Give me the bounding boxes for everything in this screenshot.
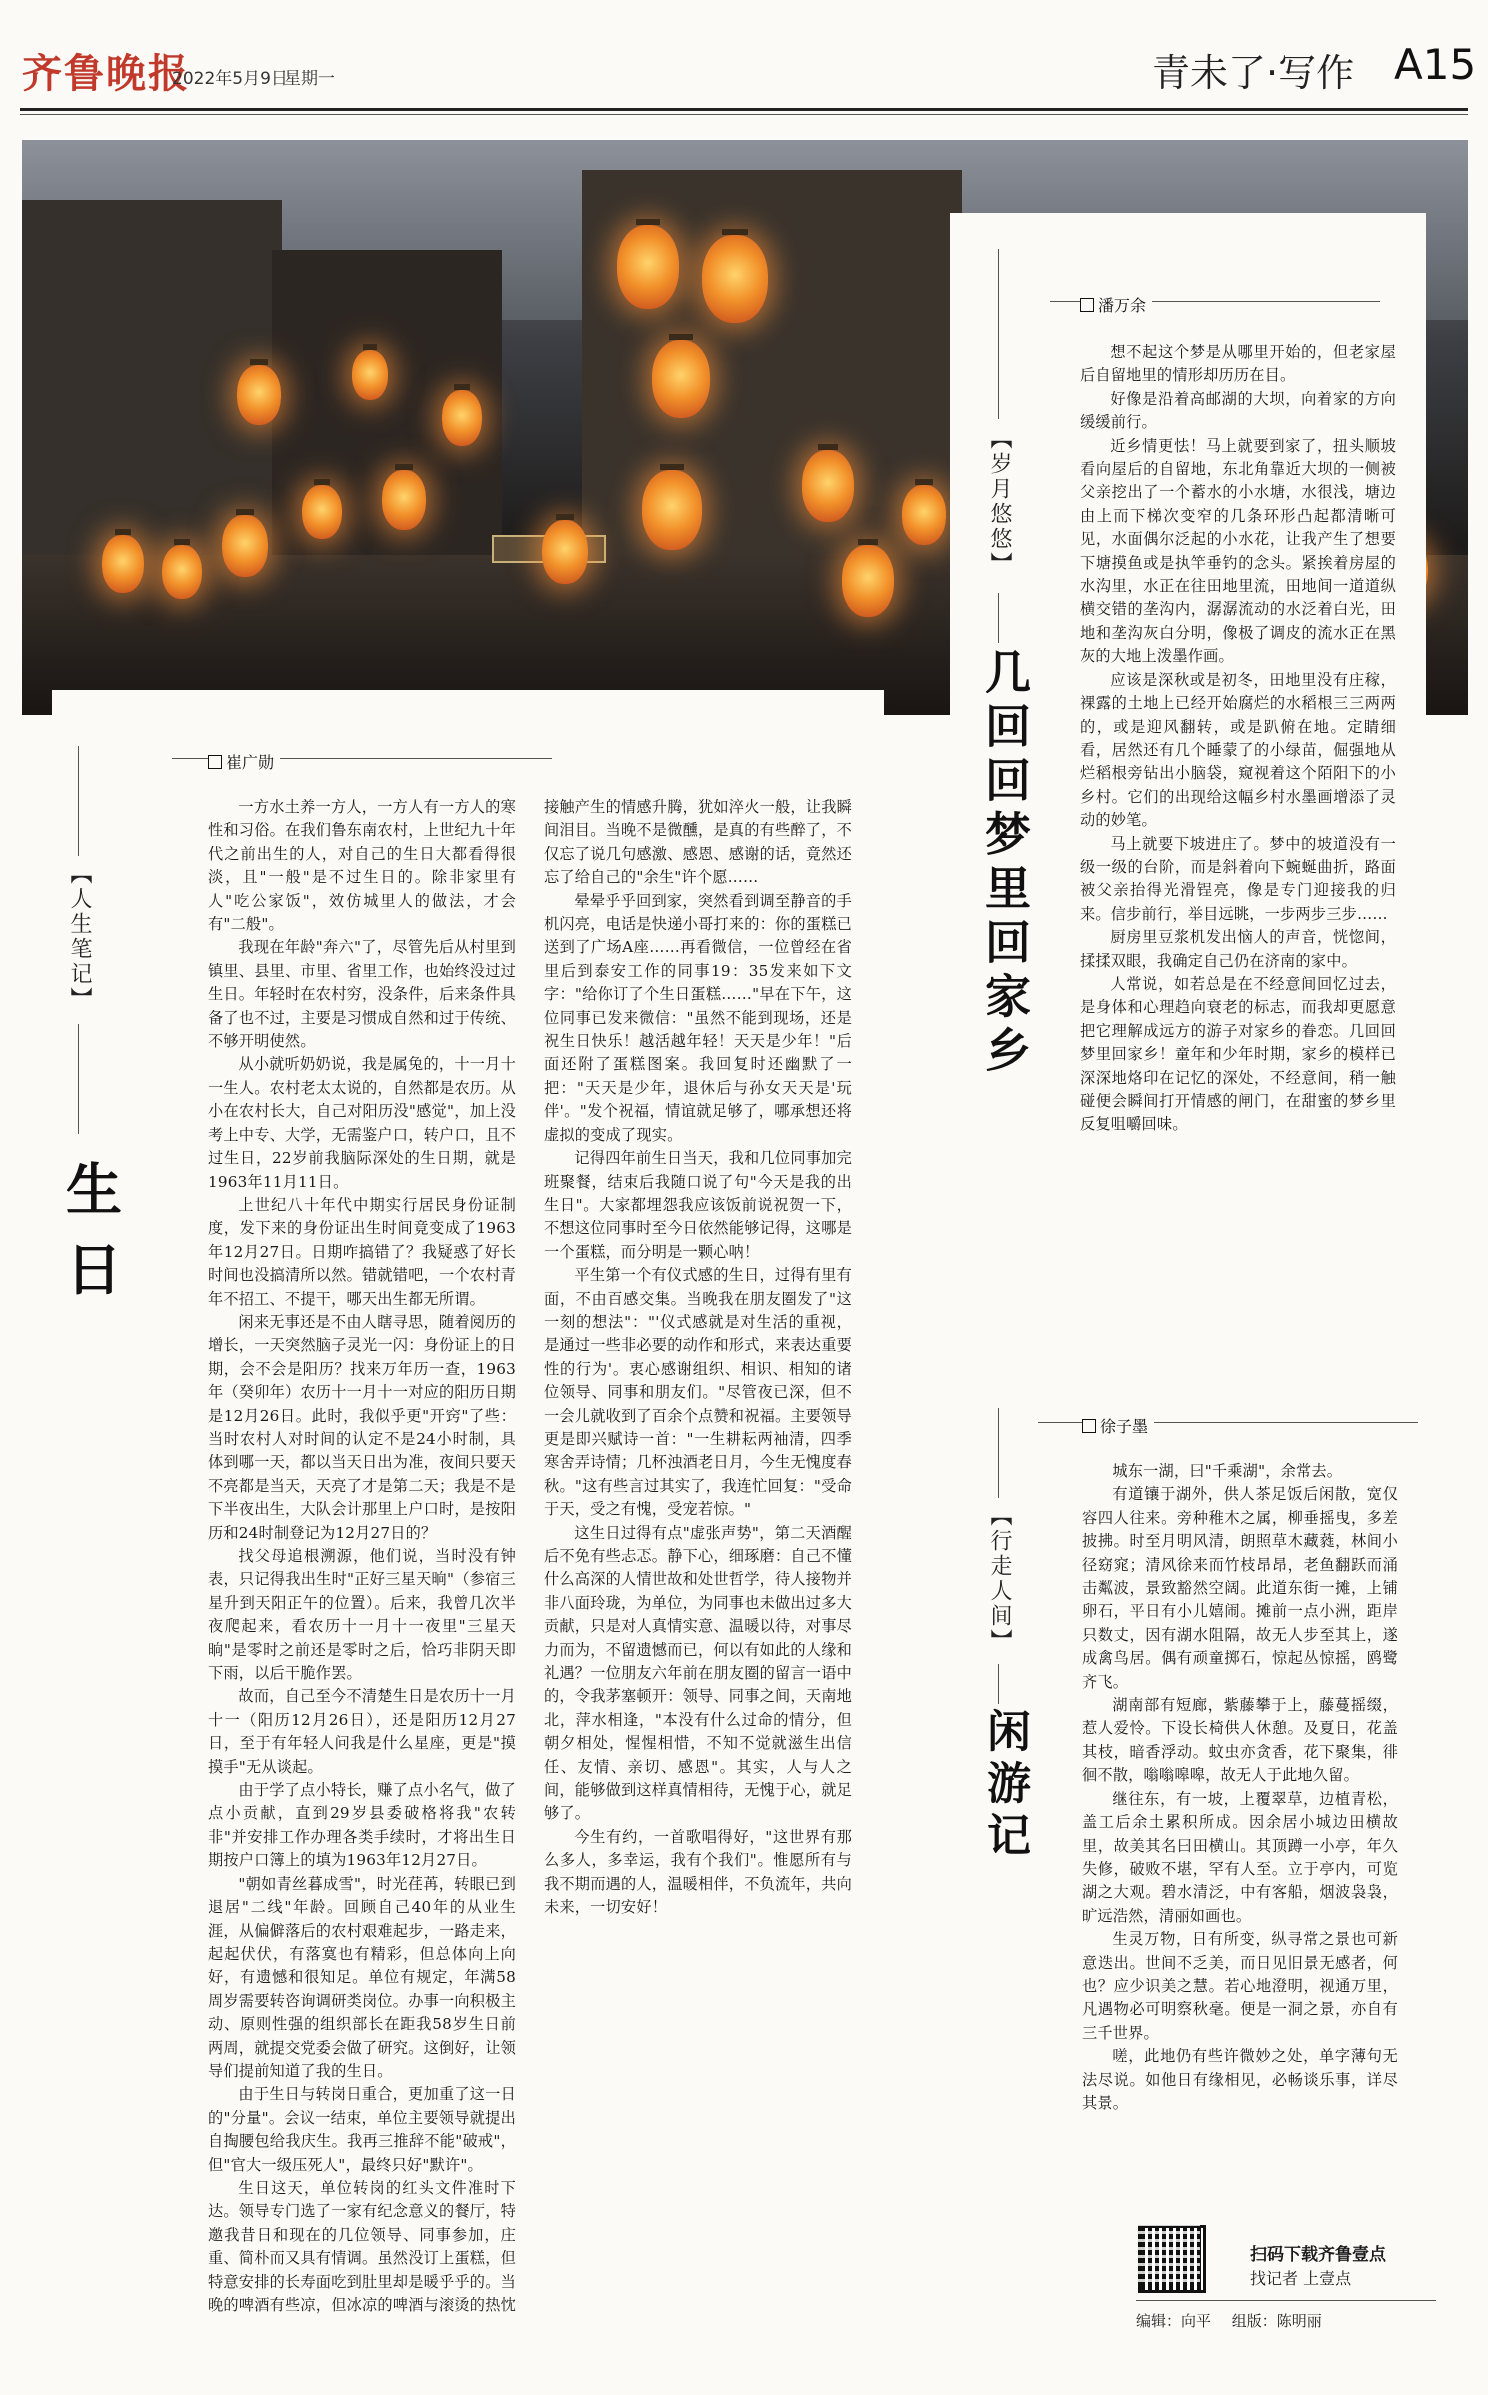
paragraph: 上世纪八十年代中期实行居民身份证制度，发下来的身份证出生时间竟变成了1963年12月27日。日期咋搞错了？我疑惑了好长时间也没搞清所以然。错就错吧，一个农村青年不招工、不提干，哪天出生都无所谓。 bbox=[208, 1195, 516, 1308]
masthead-rule bbox=[20, 108, 1468, 111]
paragraph: 城东一湖，曰"千乘湖"，余常去。 bbox=[1112, 1462, 1343, 1480]
lantern bbox=[702, 235, 768, 323]
masthead bbox=[22, 38, 1477, 108]
section-title: 青未了·写作 bbox=[1152, 51, 1355, 95]
paragraph: 湖南部有短廊，紫藤攀于上，藤蔓摇缀，惹人爱怜。下设长椅供人休憩。及夏日，花盖其枝，暗香浮动。蚊虫亦贪香，花下聚集，徘徊不散，嗡嗡嗥嗥，故无人于此地久留。 bbox=[1082, 1696, 1398, 1785]
lantern bbox=[617, 225, 679, 309]
author-name: 崔广勋 bbox=[226, 753, 275, 772]
lantern bbox=[162, 545, 202, 599]
tag-rule bbox=[998, 1664, 999, 1704]
paragraph: 故而，自己至今不清楚生日是农历十一月十一（阳历12月26日），还是阳历12月27日，至于有年轻人问我是什么星座，更是"摸摸手"无从谈起。 bbox=[208, 1687, 516, 1776]
byline bbox=[1080, 293, 1152, 316]
paragraph: 厨房里豆浆机发出恼人的声音，恍惚间，揉揉双眼，我确定自己仍在济南的家中。 bbox=[1080, 928, 1396, 970]
article-left bbox=[52, 690, 884, 2350]
lantern bbox=[802, 450, 854, 522]
paragraph: 一方水土养一方人，一方人有一方人的寒性和习俗。在我们鲁东南农村，上世纪九十年代之前出生的人，对自己的生日大都看得很淡，且"一般"是不过生日的。除非家里有人"吃公家饭"，效仿城里人的做法，才会有"二般"。 bbox=[208, 798, 516, 934]
author-name: 徐子墨 bbox=[1100, 1417, 1149, 1436]
paragraph: 由于生日与转岗日重合，更加重了这一日的"分量"。会议一结束，单位主要领导就提出自掏腰包给我庆生。我再三推辞不能"破戒"，但"官大一级压死人"，最终只好"默许"。 bbox=[208, 2085, 516, 2174]
page-number: A15 bbox=[1394, 40, 1477, 89]
article-tag: 【行走人间】 bbox=[987, 1504, 1012, 1654]
paragraph: 今生有约，一首歌唱得好，"这世界有那么多人，多幸运，我有个我们"。惟愿所有与我不期而遇的人，温暖相伴，不负流年，共向未来，一切安好！ bbox=[544, 1827, 852, 1917]
paragraph: "朝如青丝暮成雪"，时光荏苒，转眼已到退居"二线"年龄。回顾自己40年的从业生涯，从偏僻落后的农村艰难起步，一路走来，起起伏伏，有落寞也有精彩，但总体向上向好，有遗憾和很知足。单位有规定，年满58周岁需要转咨询调研类岗位。办事一向积极主动、原则性强的组织部长在距我58岁生日前两周，就提交党委会做了研究。这倒好，让领导们提前知道了我的生日。 bbox=[208, 1874, 516, 2080]
masthead-rule-thin bbox=[20, 114, 1468, 115]
lantern bbox=[652, 340, 710, 418]
tag-rule bbox=[998, 249, 999, 419]
issue-date: 2022年5月9日 bbox=[172, 69, 288, 89]
qr-label: 扫码下载齐鲁壹点 bbox=[1250, 2245, 1386, 2265]
paragraph: 人常说，如若总是在不经意间回忆过去，是身体和心理趋向衰老的标志，而我却更愿意把它理解成远方的游子对家乡的眷恋。几回回梦里回家乡！童年和少年时期，家乡的模样已深深地烙印在记忆的深处，不经意间，稍一触碰便会瞬间打开情感的闸门，在甜蜜的梦乡里反复咀嚼回味。 bbox=[1080, 974, 1396, 1134]
paragraph: 晕晕乎乎回到家，突然看到调至静音的手机闪亮，电话是快递小哥打来的：你的蛋糕已送到了广场A座……再看微信，一位曾经在省里后到泰安工作的同事19：35发来如下文字："给你订了个生日蛋糕……"早在下午，这位同事已发来微信："虽然不能到现场，还是祝生日快乐！越活越年轻！天天是少年！"后面还附了蛋糕图案。我回复时还幽默了一把："天天是少年，退休后与孙女天天是'玩伴'。"发个祝福，情谊就足够了，哪承想还将虚拟的变成了现实。 bbox=[544, 891, 852, 1144]
article-tag: 【人生笔记】 bbox=[67, 862, 92, 1012]
paragraph: 闲来无事还是不由人瞎寻思，随着阅历的增长，一天突然脑子灵光一闪：身份证上的日期，会不会是阳历？找来万年历一查，1963年（癸卯年）农历十一月十一对应的阳历日期是12月26日。此时，我似乎更"开窍"了些：当时农村人对时间的认定不是24小时制，具体到哪一天，都以当天日出为准，夜间只要天不亮都是当天，天亮了才是第二天；我是不是下半夜出生，大队会计那里上户口时，是按阳历和24时制登记为12月27日的？ bbox=[208, 1312, 516, 1542]
paragraph: 马上就要下坡进庄了。梦中的坡道没有一级一级的台阶，而是斜着向下蜿蜒曲折，路面被父亲抬得光滑锃亮，像是专门迎接我的归来。信步前行，举目远眺，一步两步三步…… bbox=[1080, 834, 1396, 923]
footer-rule bbox=[1136, 2300, 1436, 2301]
tag-rule bbox=[998, 593, 999, 643]
lantern bbox=[642, 470, 702, 550]
editor-credits bbox=[1136, 2310, 1338, 2331]
paragraph: 近乡情更怯！马上就要到家了，扭头顺坡看向屋后的自留地，东北角靠近大坝的一侧被父亲挖出了一个蓄水的小水塘，水很浅，塘边由上而下梯次变窄的几条环形凸起都清晰可见，水面偶尔泛起的小水花，让我产生了想要下塘摸鱼或是执竿垂钓的念头。紧挨着房屋的水沟里，水正在往田地里流，田地间一道道纵横交错的垄沟内，潺潺流动的水泛着白光，田地和垄沟灰白分明，像极了调皮的流水正在黑灰的大地上泼墨作画。 bbox=[1080, 436, 1396, 666]
paragraph: 从小就听奶奶说，我是属兔的，十一月十一生人。农村老太太说的，自然都是农历。从小在农村长大，自己对阳历没"感觉"，加上没考上中专、大学，无需鉴户口，转户口，且不过生日，22岁前我脑际深处的生日期，就是1963年11月11日。 bbox=[208, 1055, 516, 1191]
tag-rule bbox=[78, 1024, 79, 1134]
article-body bbox=[208, 796, 852, 2334]
article-bottom-right bbox=[979, 1408, 1426, 2168]
byline bbox=[1082, 1414, 1154, 1437]
paragraph: 有道镶于湖外，供人茶足饭后闲散，宽仅容四人往来。旁种稚木之属，柳垂摇曳，多差披拂。时至月明风清，朗照草木藏蕤，林间小径窈窕；清风徐来而竹枝昂昂，老鱼翻跃而涌击粼波，景致豁然空阔。此道东街一摊，上铺卵石，平日有小儿嬉闹。摊前一点小洲，距岸只数丈，因有湖水阻隔，故无人步至其上，遂成禽鸟居。偶有顽童掷石，惊起丛惊摇，鸥鹭齐飞。 bbox=[1082, 1485, 1398, 1691]
author-name: 潘万余 bbox=[1098, 296, 1147, 315]
paragraph: 这生日过得有点"虚张声势"，第二天酒醒后不免有些忐忑。静下心，细琢磨：自己不懂什么高深的人情世故和处世哲学，待人接物并非八面玲珑，为单位，为同事也未做出过多大贡献，只是对人真情实意、温暖以待，对事尽力而为，不留遗憾而已，何以有如此的人缘和礼遇？一位朋友六年前在朋友圈的留言一语中的，令我茅塞顿开：领导、同事之间，天南地北，萍水相逢，"本没有什么过命的情分，但朝夕相处，惺惺相惜，不知不觉就滋生出信任、友情、亲切、感恩"。其实，人与人之间，能够做到这样真情相待，无愧于心，就足够了。 bbox=[544, 1523, 852, 1823]
lantern bbox=[902, 485, 946, 545]
paragraph: 生日这天，单位转岗的红头文件准时下达。领导专门选了一家有纪念意义的餐厅，特邀我昔日和现在的几位领导、同事参加，庄重、简朴而又具有情调。虽然没订上蛋糕，但特意安排的长寿面吃到肚里却是暖乎乎的。当晚的啤酒有些凉，但冰凉的啤酒与滚烫的热忱接触产生的情感升腾，犹如淬火一般，让我瞬间泪目。当晚不是微醺，是真的有些醉了，不仅忘了说几句感激、感恩、感谢的话，竟然还忘了给自己的"余生"许个愿…… bbox=[208, 798, 852, 2314]
paragraph: 继往东，有一坡，上覆翠草，边植青松，盖工后余土累积所成。因余居小城边田横故里，故美其名曰田横山。其顶蹲一小亭，年久失修，破败不堪，罕有人至。立于亭内，可览湖之大观。碧水清泛，中有客船，烟波袅袅，旷远浩然，清丽如画也。 bbox=[1082, 1789, 1398, 1925]
byline bbox=[208, 750, 280, 773]
paragraph: 生灵万物，日有所变，纵寻常之景也可新意迭出。世间不乏美，而日见旧景无感者，何也？应少识美之慧。若心地澄明，视通万里，凡遇物必可明察秋毫。便是一洞之景，亦自有三千世界。 bbox=[1082, 1930, 1398, 2042]
article-tag: 【岁月悠悠】 bbox=[987, 427, 1012, 577]
lantern bbox=[352, 350, 388, 400]
paragraph: 找父母追根溯源，他们说，当时没有钟表，只记得我出生时"正好三星天晌"（参宿三星升到天阳正午的位置）。后来，我曾几次半夜爬起来，看农历十一月十一夜里"三星天晌"是零时之前还是零时之后，恰巧非阴天即下雨，以后干脆作罢。 bbox=[208, 1547, 516, 1683]
paragraph: 记得四年前生日当天，我和几位同事加完班聚餐，结束后我随口说了句"今天是我的出生日"。大家都埋怨我应该饭前说祝贺一下，不想这位同事时至今日依然能够记得，这哪是一个蛋糕，而分明是一颗心呐！ bbox=[544, 1149, 852, 1261]
paragraph: 嗟，此地仍有些许微妙之处，单字薄句无法尽说。如他日有缘相见，必畅谈乐事，详尽其景。 bbox=[1082, 2047, 1398, 2112]
designer-name: 组版：陈明丽 bbox=[1231, 2312, 1322, 2330]
lantern bbox=[222, 515, 268, 577]
editor-name: 编辑：向平 bbox=[1136, 2312, 1212, 2330]
article-title: 生日 bbox=[57, 1160, 123, 1320]
article-top-right bbox=[950, 213, 1426, 1303]
paragraph: 应该是深秋或是初冬，田地里没有庄稼，裸露的土地上已经开始腐烂的水稻根三三两两的，或是迎风翻转，或是趴俯在地。定睛细看，居然还有几个睡蒙了的小绿苗，倔强地从烂稻根旁钻出小脑袋，窥视着这个陌阳下的小乡村。它们的出现给这幅乡村水墨画增添了灵动的妙笔。 bbox=[1080, 670, 1396, 830]
lantern bbox=[442, 390, 482, 446]
newspaper-logo: 齐鲁晚报 bbox=[22, 50, 190, 97]
lantern bbox=[542, 520, 588, 584]
paragraph: 想不起这个梦是从哪里开始的，但老家屋后自留地里的情形却历历在目。 bbox=[1080, 343, 1396, 385]
qr-code-pattern bbox=[1138, 2225, 1200, 2287]
lantern bbox=[842, 545, 894, 617]
article-title: 几回回梦里回家乡 bbox=[978, 648, 1032, 1080]
paragraph: 由于学了点小特长，赚了点小名气，做了点小贡献，直到29岁县委破格将我"农转非"并安排工作办理各类手续时，才将出生日期按户口簿上的填为1963年12月27日。 bbox=[208, 1781, 516, 1870]
lantern bbox=[382, 470, 426, 530]
lantern bbox=[237, 365, 281, 425]
tag-rule bbox=[998, 1408, 999, 1498]
reporter-label: 找记者 上壹点 bbox=[1250, 2269, 1352, 2288]
paragraph: 我现在年龄"奔六"了，尽管先后从村里到镇里、县里、市里、省里工作，也始终没过过生日。年轻时在农村穷，没条件，后来条件具备了也不过，主要是习惯成自然和过于传统、不够开明使然。 bbox=[208, 938, 516, 1051]
article-body bbox=[1080, 341, 1396, 1301]
article-body bbox=[1082, 1460, 1398, 2130]
tag-rule bbox=[78, 746, 79, 856]
lantern bbox=[102, 535, 144, 593]
article-title: 闲游记 bbox=[979, 1708, 1030, 1864]
paragraph: 平生第一个有仪式感的生日，过得有里有面，不由百感交集。当晚我在朋友圈发了"这一刻的想法"："'仪式感就是对生活的重视，是通过一些非必要的动作和形式，来表达重要性的行为'。衷心感谢组织、相识、相知的诸位领导、同事和朋友们。"尽管夜已深，但不一会儿就收到了百余个点赞和祝福。主要领导更是即兴赋诗一首："一生耕耘两袖清，四季寒舍弄诗情；几杯浊酒老日月，今生无愧度春秋。"这有些言过其实了，我连忙回复："受命于天，受之有愧，受宠若惊。" bbox=[544, 1266, 852, 1519]
paragraph: 好像是沿着高邮湖的大坝，向着家的方向缓缓前行。 bbox=[1080, 389, 1396, 432]
lantern bbox=[302, 485, 342, 539]
issue-weekday: 星期一 bbox=[284, 69, 335, 89]
